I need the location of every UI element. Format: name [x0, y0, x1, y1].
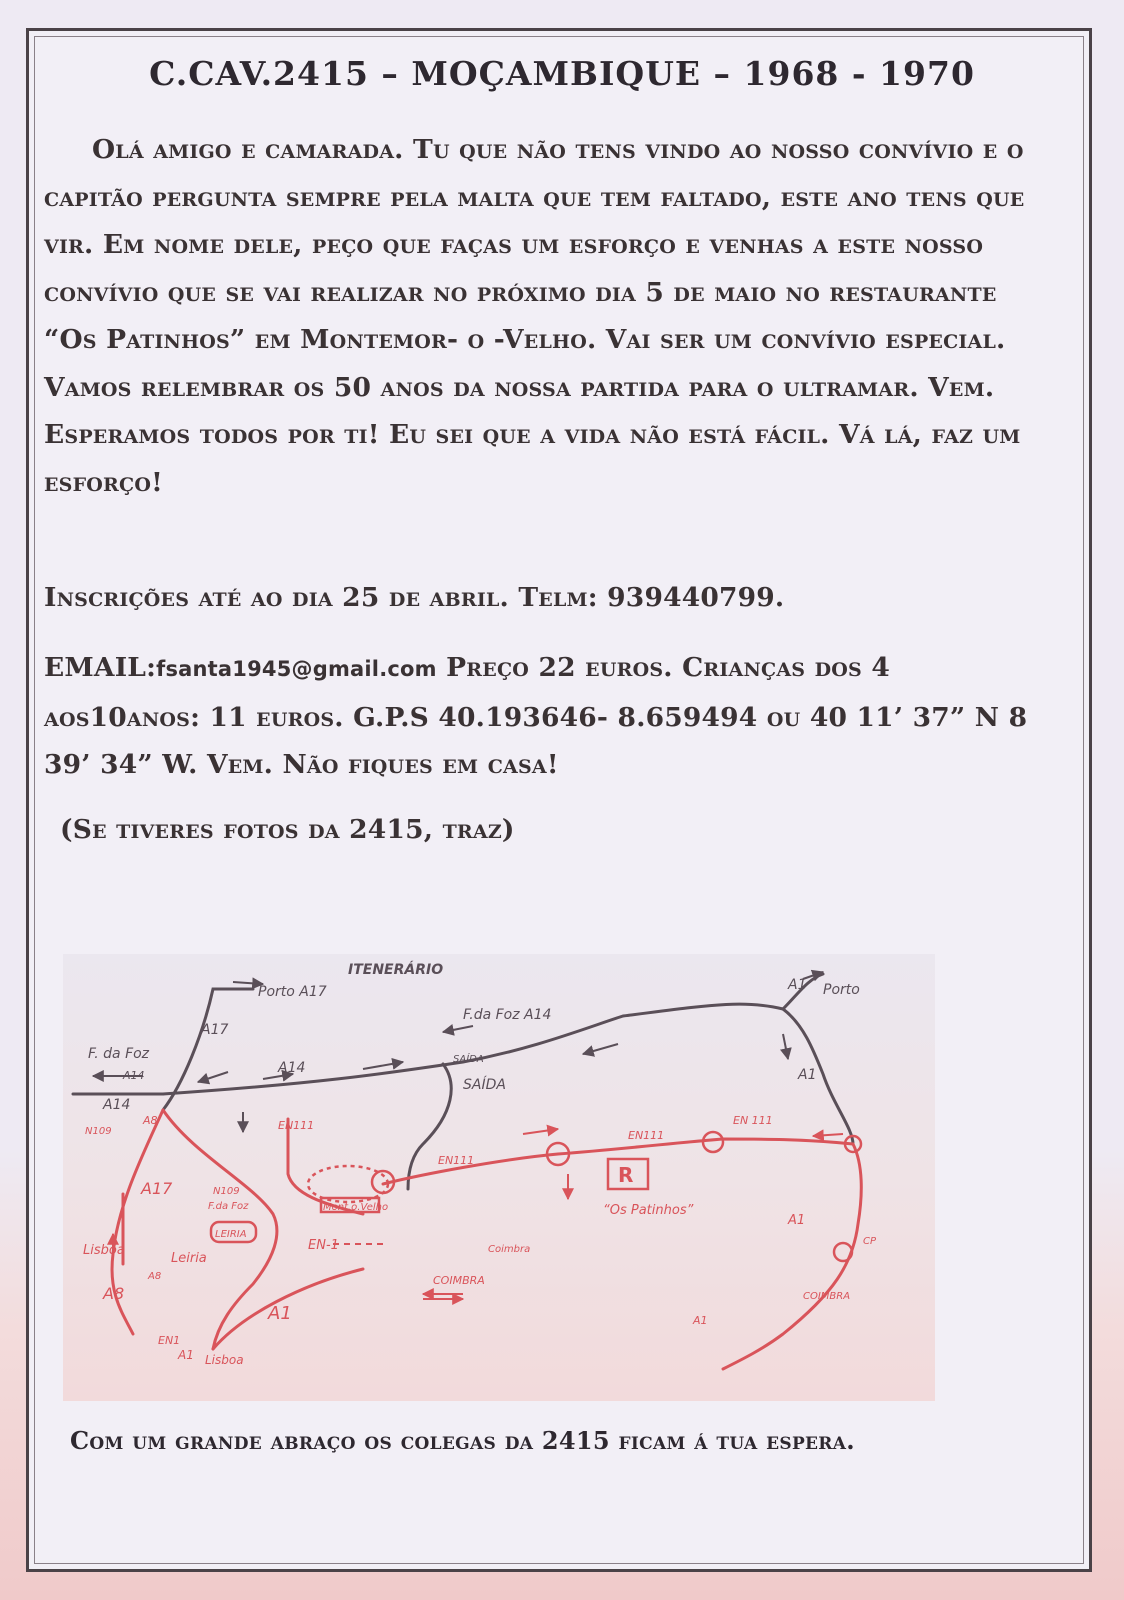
registration-paragraph: Inscrições até ao dia 25 de abril. Telm: 939440799.: [44, 582, 785, 613]
label-en111-b: EN111: [628, 1129, 665, 1142]
label-n109: N109: [85, 1126, 112, 1137]
label-porto-a17: Porto A17: [258, 984, 327, 1000]
roundabout-3: [703, 1132, 723, 1152]
label-a8-b: A8: [148, 1271, 162, 1282]
label-a14-small: A14: [123, 1069, 145, 1082]
map-heading: ITENERÁRIO: [348, 962, 444, 978]
montemor-area: [308, 1166, 388, 1202]
label-leiria-box: LEIRIA: [215, 1229, 247, 1240]
label-coimbra-b: COIMBRA: [433, 1274, 485, 1287]
label-saida: SAÍDA: [463, 1077, 506, 1093]
invitation-paragraph: Olá amigo e camarada. Tu que não tens vindo ao nosso convívio e o capitão pergunta sempre pela malta que tem faltado, este ano tens que vir. Em nome dele, peço que faças um esforço e venhas a este nosso convívio que se vai realizar no próximo dia 5 de maio no restaurante “Os Patinhos” em Montemor- o -Velho. Vai ser um convívio especial. Vamos relembrar os 50 anos da nossa partida para o ultramar. Vem. Esperamos todos por ti! Eu sei que a vida não está fácil. Vá lá, faz um esforço!: [44, 134, 1025, 498]
roundabout-5: [834, 1243, 852, 1261]
page-title: C.CAV.2415 – MOÇAMBIQUE – 1968 - 1970: [149, 54, 975, 93]
label-n109-fdafoz: N109: [213, 1186, 240, 1197]
label-a1-right: A1: [798, 1067, 817, 1083]
label-a8-small: A8: [143, 1114, 158, 1127]
label-a1-bottom: A1: [268, 1303, 292, 1324]
label-montemor: Mont.o.Velho: [323, 1202, 389, 1213]
label-a1-bottom-right: A1: [693, 1314, 708, 1327]
label-fdafoz-small: F.da Foz: [208, 1201, 249, 1212]
label-fdafoz-left: F. da Foz: [88, 1046, 150, 1062]
label-a14-main: A14: [278, 1060, 306, 1076]
label-a17-left: A17: [141, 1179, 173, 1198]
itinerary-map-drawing: [63, 954, 935, 1401]
label-a1-mid: A1: [788, 1213, 806, 1228]
label-a1-top: A1: [788, 977, 807, 993]
photos-note: (Se tiveres fotos da 2415, traz): [60, 814, 515, 845]
label-coimbra-c: COIMBRA: [803, 1291, 851, 1302]
label-coimbra-a: Coimbra: [488, 1244, 531, 1255]
label-en111-a: EN111: [438, 1154, 475, 1167]
email-label: EMAIL:: [44, 652, 157, 683]
label-en111-c: EN 111: [733, 1114, 773, 1127]
label-en1-b: EN1: [158, 1334, 181, 1347]
a1-road-south: [723, 1144, 861, 1369]
label-a17-top: A17: [201, 1022, 229, 1038]
label-a14-left: A14: [103, 1097, 131, 1113]
itinerary-map: [63, 954, 935, 1401]
label-a1-lisboa: A1: [178, 1348, 194, 1362]
a1-road-east: [783, 1009, 853, 1144]
label-os-patinhos: “Os Patinhos”: [603, 1203, 694, 1218]
label-fdafoz-a14: F.da Foz A14: [463, 1007, 552, 1023]
label-porto-top: Porto: [823, 982, 860, 998]
price-and-gps-text: Preço 22 euros. Crianças dos 4 aos10anos: 11 euros. G.P.S 40.193646- 8.659494 ou 40 11’ 37” N 8 39’ 34” W. Vem. Não fiques em casa!: [44, 652, 1028, 780]
label-cp: CP: [863, 1236, 877, 1247]
label-restaurant-r: R: [618, 1163, 634, 1187]
label-a8: A8: [103, 1284, 125, 1303]
details-paragraph: [44, 644, 1044, 789]
email-address[interactable]: fsanta1945@gmail.com: [156, 657, 437, 681]
label-lisboa-left: Lisboa: [83, 1243, 125, 1258]
label-en111-vertical: EN111: [278, 1119, 315, 1132]
label-leiria-road: Leiria: [171, 1251, 207, 1266]
label-en1: EN-1: [308, 1238, 339, 1253]
label-saida-small: SAÍDA: [453, 1054, 484, 1065]
label-lisboa-bottom: Lisboa: [205, 1353, 244, 1367]
grey-arrows: [93, 972, 823, 1132]
closing-line: Com um grande abraço os colegas da 2415 ficam á tua espera.: [70, 1426, 855, 1455]
